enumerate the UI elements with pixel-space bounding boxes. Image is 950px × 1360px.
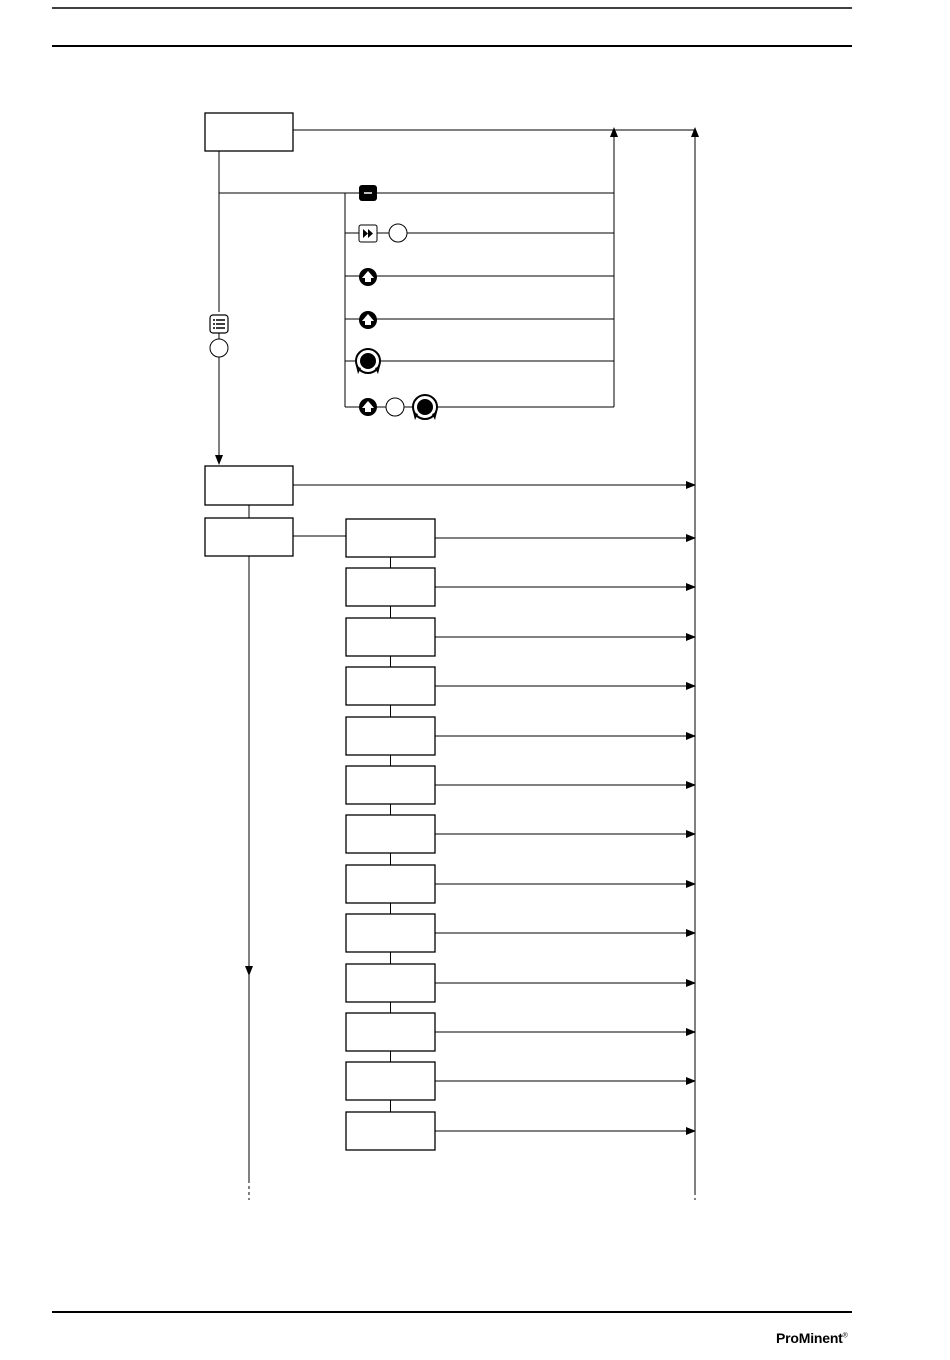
- brand-mark: ®: [842, 1332, 848, 1340]
- key-row-priming: [345, 224, 614, 242]
- empty-circle-icon: [210, 339, 228, 357]
- key-row-up-dial: [345, 395, 614, 420]
- key-row-up-2: [345, 311, 614, 329]
- submenu-box-8: [346, 865, 435, 903]
- submenu-box-1: [346, 519, 435, 557]
- brand-name: ProMinent: [776, 1330, 843, 1346]
- submenu-box-9: [346, 914, 435, 952]
- level1-box-1: [205, 466, 293, 505]
- submenu-box-2: [346, 568, 435, 606]
- click-wheel-icon: [413, 395, 437, 420]
- submenu-column: [346, 519, 695, 1150]
- click-wheel-icon: [356, 349, 380, 374]
- empty-circle-icon: [389, 224, 407, 242]
- brand-logo: [776, 1330, 848, 1346]
- submenu-box-11: [346, 1013, 435, 1051]
- submenu-box-5: [346, 717, 435, 755]
- key-row-up-1: [345, 268, 614, 286]
- menu-key-group: [208, 312, 230, 374]
- submenu-box-10: [346, 964, 435, 1002]
- submenu-box-7: [346, 815, 435, 853]
- key-row-dial: [345, 349, 614, 374]
- top-box: [205, 113, 293, 151]
- submenu-box-4: [346, 667, 435, 705]
- empty-circle-icon: [386, 398, 404, 416]
- submenu-box-6: [346, 766, 435, 804]
- key-row-stop: [359, 185, 377, 201]
- level1-box-2: [205, 518, 293, 556]
- submenu-box-13: [346, 1112, 435, 1150]
- submenu-box-3: [346, 618, 435, 656]
- submenu-box-12: [346, 1062, 435, 1100]
